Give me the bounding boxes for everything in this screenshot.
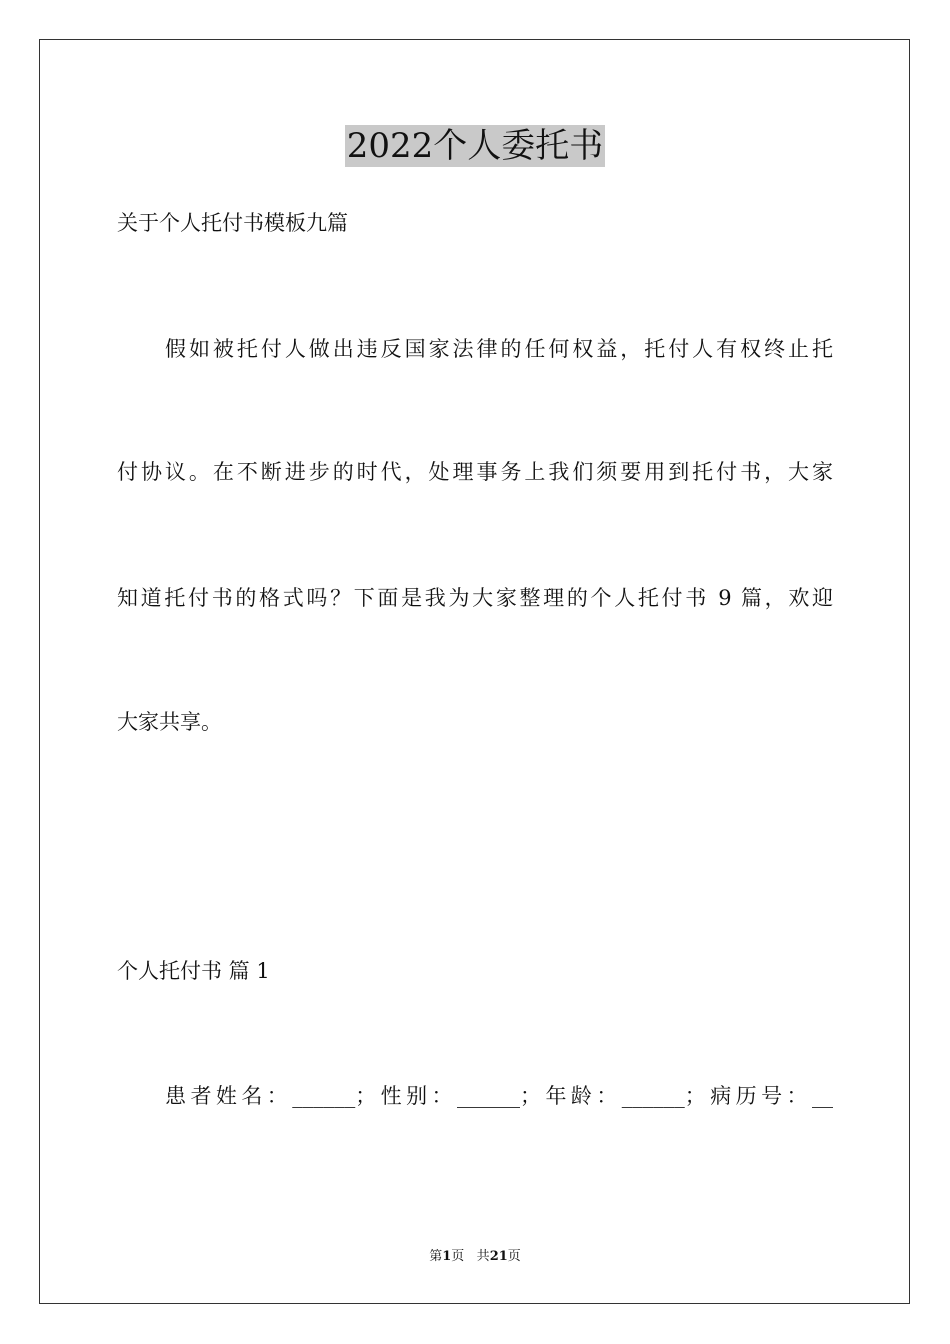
- page-footer: [0, 1248, 950, 1266]
- intro-line-3: 知道托付书的格式吗？下面是我为大家整理的个人托付书 9 篇，欢迎: [117, 586, 833, 610]
- footer-page-number: 1: [442, 1249, 452, 1264]
- title-container: [0, 125, 950, 167]
- footer-total-pages: 21: [489, 1249, 508, 1264]
- document-title: 2022个人委托书: [346, 126, 604, 166]
- footer-total-suffix: 页: [507, 1249, 521, 1264]
- section-heading: 个人托付书 篇 1: [117, 959, 270, 983]
- footer-page-suffix: 页: [451, 1249, 465, 1264]
- footer-prefix: 第: [429, 1249, 443, 1264]
- document-subtitle: 关于个人托付书模板九篇: [117, 211, 348, 235]
- intro-line-2: 付协议。在不断进步的时代，处理事务上我们须要用到托付书，大家: [117, 460, 833, 484]
- intro-line-1: 假如被托付人做出违反国家法律的任何权益，托付人有权终止托: [165, 337, 833, 361]
- form-line: 患者姓名：______；性别：______；年龄：______；病历号：__: [165, 1084, 833, 1108]
- footer-total-prefix: 共: [476, 1249, 490, 1264]
- intro-line-4: 大家共享。: [117, 710, 222, 734]
